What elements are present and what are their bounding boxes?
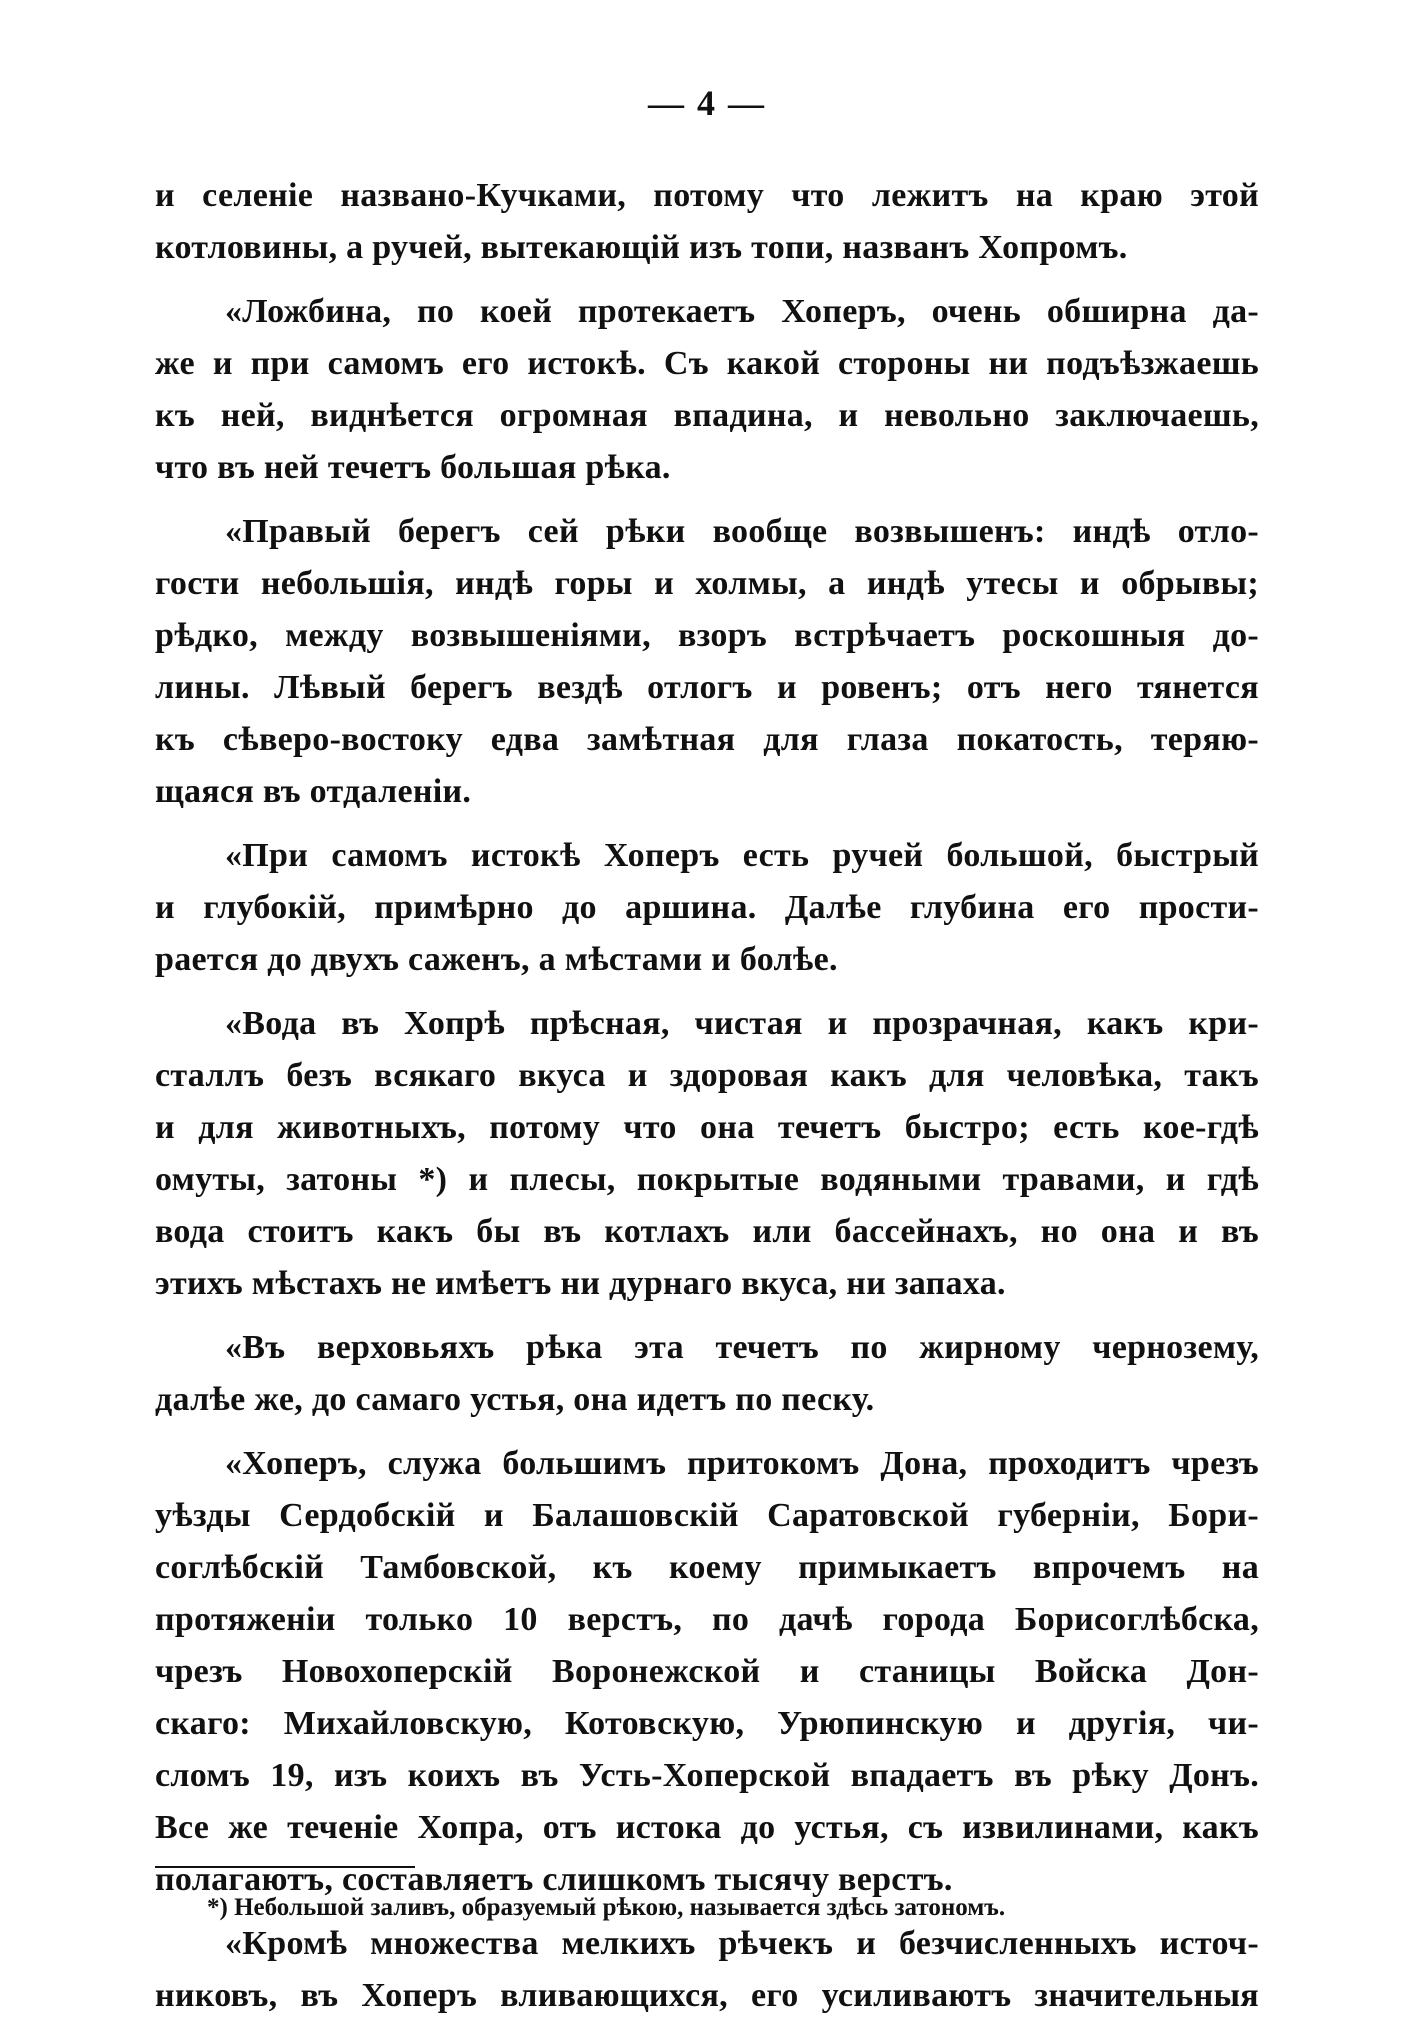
paragraph	[155, 1438, 1259, 1906]
paragraph	[155, 1918, 1259, 2022]
text-line: лины. Лѣвый берегъ вездѣ отлогъ и ровенъ; отъ него тянется	[155, 669, 1259, 706]
text-line: протяженіи только 10 верстъ, по дачѣ города Борисоглѣбска,	[155, 1601, 1259, 1638]
text-line: гости небольшія, индѣ горы и холмы, а индѣ утесы и обрывы;	[155, 565, 1259, 602]
paragraph	[155, 286, 1259, 494]
page-number: — 4 —	[648, 83, 766, 123]
body-text	[155, 170, 1259, 2022]
text-line: «Хоперъ, служа большимъ притокомъ Дона, проходитъ чрезъ	[225, 1445, 1259, 1482]
text-line: никовъ, въ Хоперъ вливающихся, его усиливаютъ значительныя	[155, 1977, 1259, 2014]
text-line: рается до двухъ саженъ, а мѣстами и болѣе.	[155, 941, 838, 978]
text-line: къ ней, виднѣется огромная впадина, и невольно заключаешь,	[155, 397, 1259, 434]
text-line: «Въ верховьяхъ рѣка эта течетъ по жирному чернозему,	[225, 1329, 1259, 1366]
text-line: вода стоитъ какъ бы въ котлахъ или бассейнахъ, но она и въ	[155, 1213, 1259, 1250]
paragraph	[155, 998, 1259, 1310]
text-line: щаяся въ отдаленіи.	[155, 773, 472, 810]
text-line: котловины, а ручей, вытекающій изъ топи, названъ Хопромъ.	[155, 229, 1128, 266]
text-line: къ сѣверо-востоку едва замѣтная для глаза покатость, теряю-	[155, 721, 1259, 758]
book-page	[155, 0, 1259, 2014]
paragraph	[155, 1322, 1259, 1426]
footnote: *) Небольшой заливъ, образуемый рѣкою, называется здѣсь затономъ.	[207, 1894, 1006, 1921]
text-line: же и при самомъ его истокѣ. Съ какой стороны ни подъѣзжаешь	[155, 345, 1259, 382]
paragraph	[155, 830, 1259, 986]
text-line: и селеніе названо-Кучками, потому что лежитъ на краю этой	[155, 177, 1259, 214]
paragraph	[155, 506, 1259, 818]
text-line: «Кромѣ множества мелкихъ рѣчекъ и безчисленныхъ источ-	[225, 1925, 1259, 1962]
text-line: и глубокій, примѣрно до аршина. Далѣе глубина его прости-	[155, 889, 1259, 926]
text-line: «При самомъ истокѣ Хоперъ есть ручей большой, быстрый	[225, 837, 1259, 874]
text-line: далѣе же, до самаго устья, она идетъ по песку.	[155, 1381, 875, 1418]
text-line: «Ложбина, по коей протекаетъ Хоперъ, очень обширна да-	[225, 293, 1259, 330]
text-line: уѣзды Сердобскій и Балашовскій Саратовской губерніи, Бори-	[155, 1497, 1259, 1534]
paragraph	[155, 170, 1259, 274]
text-line: омуты, затоны *) и плесы, покрытые водяными травами, и гдѣ	[155, 1161, 1259, 1198]
text-line: соглѣбскій Тамбовской, къ коему примыкаетъ впрочемъ на	[155, 1549, 1259, 1586]
text-line: сталлъ безъ всякаго вкуса и здоровая какъ для человѣка, такъ	[155, 1057, 1259, 1094]
text-line: этихъ мѣстахъ не имѣетъ ни дурнаго вкуса, ни запаха.	[155, 1265, 1006, 1302]
text-line: полагаютъ, составляетъ слишкомъ тысячу верстъ.	[155, 1861, 953, 1898]
text-line: и для животныхъ, потому что она течетъ быстро; есть кое-гдѣ	[155, 1109, 1259, 1146]
text-line: сломъ 19, изъ коихъ въ Усть-Хоперской впадаетъ въ рѣку Донъ.	[155, 1757, 1259, 1794]
text-line: рѣдко, между возвышеніями, взоръ встрѣчаетъ роскошныя до-	[155, 617, 1259, 654]
text-line: Все же теченіе Хопра, отъ истока до устья, съ извилинами, какъ	[155, 1809, 1259, 1846]
footnote-divider	[155, 1866, 415, 1868]
text-line: что въ ней течетъ большая рѣка.	[155, 449, 671, 486]
text-line: «Вода въ Хопрѣ прѣсная, чистая и прозрачная, какъ кри-	[225, 1005, 1259, 1042]
text-line: чрезъ Новохоперскій Воронежской и станицы Войска Дон-	[155, 1653, 1259, 1690]
text-line: скаго: Михайловскую, Котовскую, Урюпинскую и другія, чи-	[155, 1705, 1259, 1742]
text-line: «Правый берегъ сей рѣки вообще возвышенъ: индѣ отло-	[225, 513, 1259, 550]
